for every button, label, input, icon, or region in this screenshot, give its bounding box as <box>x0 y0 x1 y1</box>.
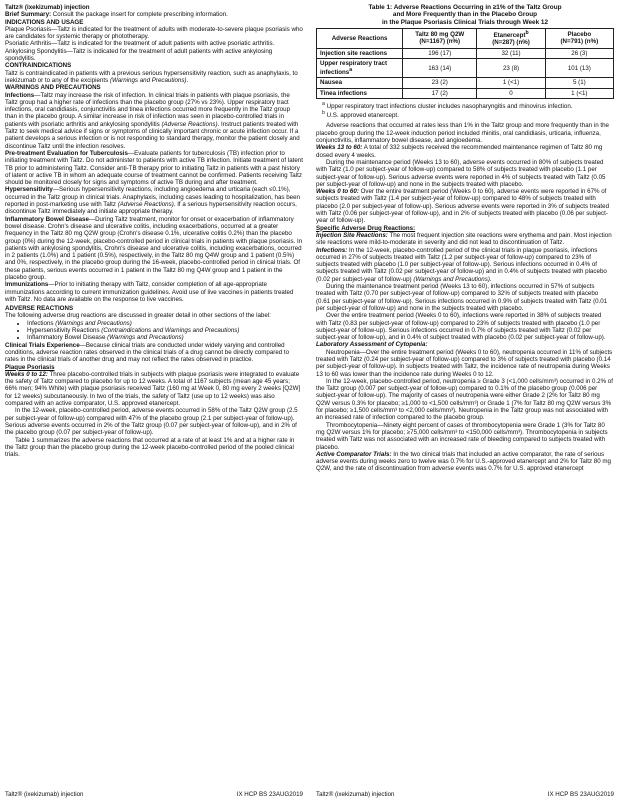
cell-placebo: 26 (3) <box>545 48 613 58</box>
active-comparator-paragraph: Active Comparator Trials: In the two clinical trials that included an active comparator, the rate of serious adverse events during weeks zero to twelve was 0.7% for U.S.-approved etanercept and 2% for Taltz 80 mg Q2W, and the rate of discontinuation from adverse events was 0.7% for U.S. approved etanercept <box>316 450 611 473</box>
table-summary-paragraph: Table 1 summarizes the adverse reactions that occurred at a rate of at least 1% and at a higher rate in the Taltz group than the placebo group during the 12-week placebo-controlled period of the pooled clinical trials. <box>5 436 295 459</box>
cell-taltz: 23 (2) <box>403 78 477 88</box>
footnote-a: $^a$ Upper respiratory tract infections cluster includes nasopharyngitis and rhinovirus infection. <box>322 100 573 110</box>
adverse-intro: The following adverse drug reactions are discussed in greater detail in other sections of the label: <box>5 312 271 320</box>
row-label: Nausea <box>317 78 403 88</box>
maintenance-ae-paragraph: During the maintenance period (Weeks 13 to 60), adverse events occurred in 80% of subjects treated with Taltz (1.0 per subject-year of follow-up) compared to 58% of subjects treated with placebo (1.1 per subject-year of follow-up). Serious adverse events were reported in 4% of subjects treated with Taltz (0.05 per subject-year of follow-up) and none in the subjects treated with placebo. <box>316 158 606 188</box>
weeks-0-12-paragraph: Weeks 0 to 12: Three placebo-controlled trials in subjects with plaque psoriasis were integrated to evaluate the safety of Taltz compared to placebo for up to 12 weeks. A total of 1167 subjects (mean age 45 years; 66% men; 94% White) with plaque psoriasis received Taltz (160 mg at Week 0, 80 mg every 2 weeks [Q2W] for 12 weeks) subcutaneously. In two of the trials, the safety of Taltz (use up to 12 weeks) was also compared with an active comparator, U.S. approved etanercept. <box>5 370 301 408</box>
thrombocytopenia-paragraph: Thrombocytopenia—Ninety eight percent of cases of thrombocytopenia were Grade 1 (3% for Taltz 80 mg Q2W versus 1% for placebo; ≥75,000 cells/mm³ to <150,000 cells/mm³). Thrombocytopenia in subjects treated with Taltz was not associated with an increased rate of bleeding compared to subjects treated with placebo. <box>316 421 608 451</box>
entire-period-infections-paragraph: Over the entire treatment period (Weeks 0 to 60), infections were reported in 38% of subjects treated with Taltz (0.83 per subject-year of follow-up) compared to 23% of subjects treated with placebo (1.0 per subject-year of follow-up). Serious infections occurred in 0.7% of subjects treated with Taltz (0.02 per subject-year of follow-up), and in 0.4% of subject treated with placebo (0.02 per subject-year of follow-up). <box>316 312 606 342</box>
document-title: Taltz® (ixekizumab) injection <box>5 4 90 11</box>
list-item: • Infections (Warnings and Precautions) <box>27 320 303 327</box>
cell-taltz: 196 (17) <box>403 48 477 58</box>
table-row <box>317 78 614 88</box>
table-title: Table 1: Adverse Reactions Occurring in ≥1% of the Taltz Group and More Frequently than in the Placebo Group in the Plaque Psoriasis Clinical Trials through Week 12 <box>368 4 562 26</box>
right-column <box>316 4 614 473</box>
row-label: Tinea infections <box>317 88 403 98</box>
injection-site-paragraph: Injection Site Reactions: The most frequent injection site reactions were erythema and pain. Most injection site reactions were mild-to-moderate in severity and did not lead to discontinuation of Taltz. <box>316 231 612 247</box>
table-footnotes <box>316 101 614 120</box>
indication-psoriatic-arthritis: Psoriatic Arthritis—Taltz is indicated for the treatment of adult patients with active psoriatic arthritis. <box>5 40 275 48</box>
plaque-psoriasis-heading: Plaque Psoriasis <box>5 363 55 371</box>
clinical-trials-paragraph: Clinical Trials Experience—Because clinical trials are conducted under widely varying and controlled conditions, adverse reaction rates observed in the clinical trials of a drug cannot be directly compared to rates in the clinical trials of another drug and may not reflect the rates observed in practice. <box>5 341 290 364</box>
infections-paragraph: Infections—Taltz may increase the risk of infection. In clinical trials in patients with plaque psoriasis, the Taltz group had a higher rate of infections than the placebo group (27% vs 23%). Upper respiratory tract infections, oral candidiasis, conjunctivitis and tinea infections occurred more frequently in the Taltz group than in the placebo group. A similar increase in risk of infection was seen in placebo-controlled trials in patients with psoriatic arthritis and ankylosing spondylitis (Adverse Reactions). Instruct patients treated with Taltz to seek medical advice if signs or symptoms of clinically important chronic or acute infection occur. If a patient develops a serious infection or is not responding to standard therapy, monitor the patient closely and discontinue Taltz until the infection resolves. <box>5 91 300 150</box>
weeks-13-60-paragraph: Weeks 13 to 60: A total of 332 subjects received the recommended maintenance regimen of Taltz 80 mg dosed every 4 weeks. <box>316 144 603 159</box>
cell-taltz: 17 (2) <box>403 88 477 98</box>
list-item: • Inflammatory Bowel Disease (Warnings and Precautions) <box>27 334 303 341</box>
contraindications-heading: CONTRAINDICATIONS <box>5 62 72 70</box>
cell-etanercept: 0 <box>477 88 545 98</box>
weeks-0-60-paragraph: Weeks 0 to 60: Over the entire treatment period (Weeks 0 to 60), adverse events were reported in 67% of subjects treated with Taltz (1.4 per subject-year of follow-up) compared to 48% of subjects treated with placebo (2.0 per subject-year of follow-up). Serious adverse events were reported in 3% of subjects treated with Taltz (0.06 per subject-year of follow-up), and in 2% of subjects treated with placebo (0.06 per subject-year of follow-up). <box>316 188 610 225</box>
cell-placebo: 101 (13) <box>545 58 613 77</box>
placebo-period-paragraph: In the 12-week, placebo-controlled period, adverse events occurred in 58% of the Taltz Q2W group (2.5 per subject-year of follow-up) compared with 47% of the placebo group (2.1 per subject-year of follow-up). Serious adverse events occurred in 2% of the Taltz group (0.07 per subject-year of follow-up), and in 2% of the placebo group (0.07 per subject-year of follow-up). <box>5 407 298 437</box>
row-label: Injection site reactions <box>317 48 403 58</box>
column-header-placebo: Placebo (N=791) (n%) <box>545 29 613 48</box>
column-header-taltz: Taltz 80 mg Q2W (N=1167) (n%) <box>403 29 477 48</box>
footnote-b: $^b$ U.S. approved etanercept. <box>322 110 399 120</box>
indication-plaque-psoriasis: Plaque Psoriasis—Taltz is indicated for the treatment of adults with moderate-to-severe plaque psoriasis who are candidates for systemic therapy or phototherapy. <box>5 25 303 41</box>
adverse-bullet-list <box>5 320 303 342</box>
table-row <box>317 88 614 98</box>
footer-right <box>316 791 614 799</box>
footer-product-label: Taltz® (ixekizumab) injection <box>5 791 84 798</box>
indication-ankylosing-spondylitis: Ankylosing Spondylitis—Taltz is indicated for the treatment of adult patients with active ankylosing spondylitis. <box>5 47 273 63</box>
rare-reactions-paragraph: Adverse reactions that occurred at rates less than 1% in the Taltz group and more frequently than in the placebo group during the 12-week induction period included rhinitis, oral candidiasis, urticaria, influenza, conjunctivitis, inflammatory bowel disease, and angioedema. <box>316 122 609 145</box>
specific-adr-heading: Specific Adverse Drug Reactions: <box>316 224 416 232</box>
neutropenia-grades-paragraph: In the 12-week, placebo-controlled period, neutropenia ≥ Grade 3 (<1,000 cells/mm³) occurred in 0.2% of the Taltz group (0.007 per subject-year of follow-up) compared to 0.1% of the placebo group (0.006 per subject-year of follow-up). The majority of cases of neutropenia were either Grade 2 (2% for Taltz 80 mg Q2W versus 0.3% for placebo; ≥1,000 to <1,500 cells/mm³) or Grade 1 (7% for Taltz 80 mg Q2W versus 3% for placebo; ≥1,500 cells/mm³ to <2,000 cells/mm³). Neutropenia in the Taltz group was not associated with an increased rate of infection compared to the placebo group. <box>316 377 613 422</box>
footer-document-code: IX HCP BS 23AUG2019 <box>547 791 614 798</box>
left-column <box>5 4 303 458</box>
column-header-etanercept: Etanercept$^b$ (N=287) (n%) <box>477 29 545 48</box>
footer-left <box>5 791 303 799</box>
contraindications-text: Taltz is contraindicated in patients with a previous serious hypersensitivity reaction, such as anaphylaxis, to ixekizumab or to any of the excipients (Warnings and Precautions). <box>5 69 298 84</box>
table-header-row <box>317 29 614 48</box>
warnings-heading: WARNINGS AND PRECAUTIONS <box>5 84 101 92</box>
cell-placebo: 5 (1) <box>545 78 613 88</box>
maintenance-infections-paragraph: During the maintenance treatment period (Weeks 13 to 60), infections occurred in 57% of subjects treated with Taltz (0.70 per subject-year of follow-up) compared to 32% of subjects treated with placebo (0.61 per subject-year of follow-up). Serious infections occurred in 0.9% of subjects treated with Taltz (0.01 per subject-year of follow-up) and none in the subjects treated with placebo. <box>316 283 608 312</box>
brief-summary: Brief Summary: Consult the package insert for complete prescribing information. <box>5 11 228 19</box>
footer-product-label: Taltz® (ixekizumab) injection <box>316 791 395 798</box>
infections-adr-paragraph: Infections: In the 12-week, placebo-controlled period of the clinical trials in plaque psoriasis, infections occurred in 27% of subjects treated with Taltz (1.2 per subject-year of follow-up) compared to 23% of subjects treated with placebo (1.0 per subject-year of follow-up). Serious infections occurred in 0.4% of subjects treated with Taltz (0.02 per subject-year of follow-up) and in 0.4% of subjects treated with placebo (0.02 per subject-year of follow-up) (Warnings and Precautions). <box>316 246 607 283</box>
cell-etanercept: 32 (11) <box>477 48 545 58</box>
table-row <box>317 48 614 58</box>
adverse-reactions-table <box>316 28 614 99</box>
cell-etanercept: 23 (8) <box>477 58 545 77</box>
ibd-paragraph: Inflammatory Bowel Disease—During Taltz treatment, monitor for onset or exacerbation of inflammatory bowel disease. Crohn's disease and ulcerative colitis, including exacerbations, occurred at a greater frequency in the Taltz 80 mg Q2W group (Crohn's disease 0.1%, ulcerative colitis 0.2%) than the placebo group (0%) during the 12-week, placebo-controlled period in clinical trials in patients with plaque psoriasis. In patients with ankylosing spondylitis, Crohn's disease and ulcerative colitis, including exacerbations, occurred in 2 patients (1.0%) and 1 patient (0.5%), respectively, in the Taltz 80 mg Q4W group and 1 patient (0.5%) and 0%, respectively, in the placebo group during the 16-week, placebo-controlled period in clinical trials. Of these patients, serious events occurred in 1 patient in the Taltz 80 mg Q4W group and 1 patient in the placebo group. <box>5 215 303 281</box>
neutropenia-paragraph: Neutropenia—Over the entire treatment period (Weeks 0 to 60), neutropenia occurred in 11% of subjects treated with Taltz (0.24 per subject-year of follow-up) compared to 3% of subjects treated with placebo (0.14 per subject-year of follow-up). In subjects treated with Taltz, the incidence rate of neutropenia during Weeks 13 to 60 was lower than the incidence rate during Weeks 0 to 12. <box>316 348 613 378</box>
column-header-reactions: Adverse Reactions <box>317 29 403 48</box>
adverse-reactions-heading: ADVERSE REACTIONS <box>5 305 74 313</box>
cell-placebo: 1 (<1) <box>545 88 613 98</box>
cell-etanercept: 1 (<1) <box>477 78 545 88</box>
hypersensitivity-paragraph: Hypersensitivity—Serious hypersensitivity reactions, including angioedema and urticaria (each ≤0.1%), occurred in the Taltz group in clinical trials. Anaphylaxis, including cases leading to hospitalization, has been reported in post-marketing use with Taltz (Adverse Reactions). If a serious hypersensitivity reaction occurs, discontinue Taltz immediately and initiate appropriate therapy. <box>5 186 300 216</box>
list-item: • Hypersensitivity Reactions (Contraindications and Warnings and Precautions) <box>27 327 303 334</box>
table-row <box>317 58 614 77</box>
cytopenia-heading: Laboratory Assessment of Cytopenia: <box>316 341 428 349</box>
footer-document-code: IX HCP BS 23AUG2019 <box>236 791 303 798</box>
immunizations-paragraph: Immunizations—Prior to initiating therapy with Taltz, consider completion of all age-appropriate immunizations according to current immunization guidelines. Avoid use of live vaccines in patients treated with Taltz. No data are available on the response to live vaccines. <box>5 281 294 303</box>
indications-heading: INDICATIONS AND USAGE <box>5 18 84 26</box>
tuberculosis-paragraph: Pre-treatment Evaluation for Tuberculosis—Evaluate patients for tuberculosis (TB) infection prior to initiating treatment with Taltz. Do not administer to patients with active TB infection. Initiate treatment of latent TB prior to administering Taltz. Consider anti-TB therapy prior to initiating Taltz in patients with a past history of latent or active TB in whom an adequate course of treatment cannot be confirmed. Patients receiving Taltz should be monitored closely for signs and symptoms of active TB during and after treatment. <box>5 149 303 187</box>
row-label: Upper respiratory tract infections$^a$ <box>317 58 403 77</box>
cell-taltz: 163 (14) <box>403 58 477 77</box>
